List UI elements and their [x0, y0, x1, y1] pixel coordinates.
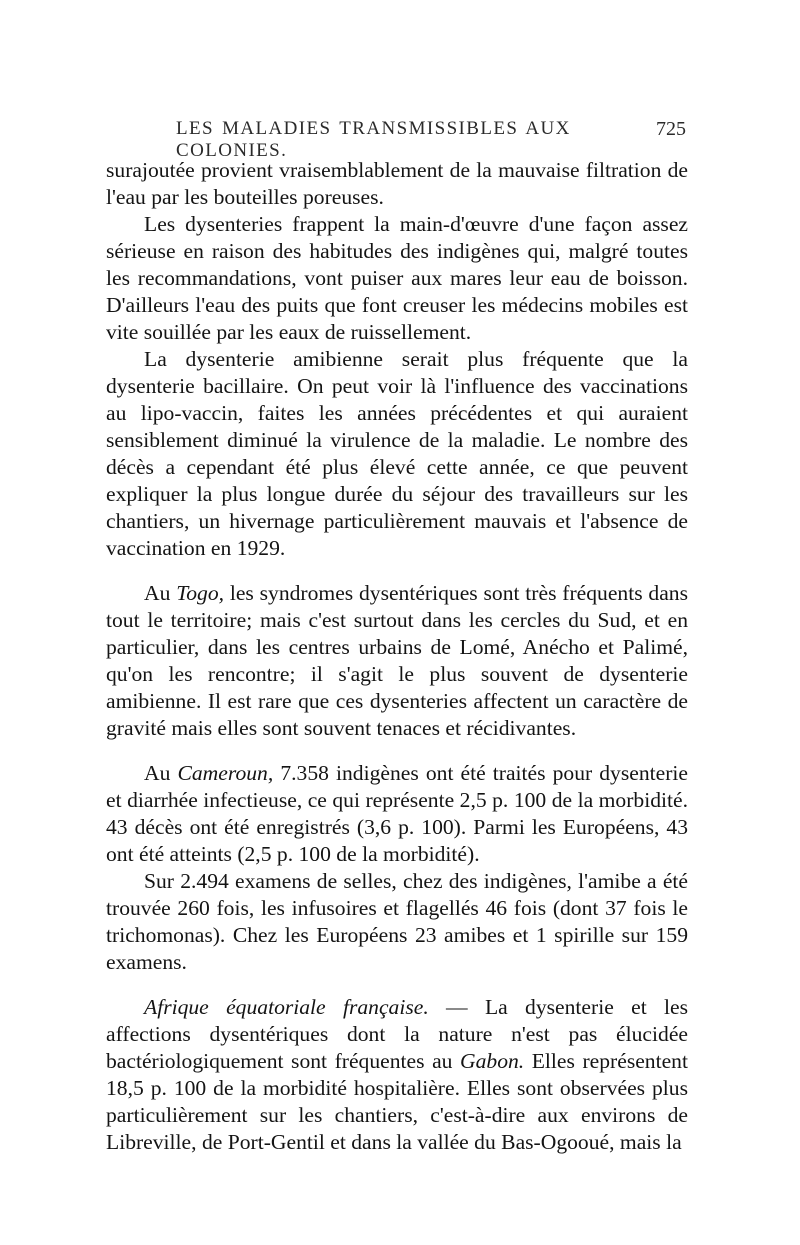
paragraph-afrique-text: — La dysenterie et les affections dysentériques dont la nature n'est pas élucidée bactériologiquement sont fréquentes au [106, 995, 689, 1073]
section-heading-afrique-equatoriale: Afrique équatoriale française. [144, 995, 429, 1019]
place-name-gabon: Gabon. [460, 1049, 525, 1073]
place-name-cameroun: Cameroun, [177, 761, 274, 785]
running-title: LES MALADIES TRANSMISSIBLES AUX COLONIES. [176, 118, 571, 161]
paragraph-togo [106, 580, 688, 742]
paragraph-cameroun-text: 7.358 indigènes ont été traités pour dysenterie et diarrhée infectieuse, ce qui représente 2,5 p. 100 de la morbidité. 43 décès ont été enregistrés (3,6 p. 100). Parmi les Européens, 43 ont été atteints (2,5 p. 100 de la morbidité). [106, 761, 688, 866]
paragraph-cameroun-lead: Au [144, 761, 178, 785]
paragraph-examens-selles: Sur 2.494 examens de selles, chez des indigènes, l'amibe a été trouvée 260 fois, les infusoires et flagellés 46 fois (dont 37 fois le trichomonas). Chez les Européens 23 amibes et 1 spirille sur 159 examens. [106, 869, 688, 974]
paragraph-gabon-text: Elles représentent 18,5 p. 100 de la morbidité hospitalière. Elles sont observées plus particulièrement sur les chantiers, c'est-à-dire aux environs de Libreville, de Port-Gentil et dans la vallée du Bas-Ogooué, mais la [106, 1049, 688, 1154]
paragraph-dysenterie-amibienne: La dysenterie amibienne serait plus fréquente que la dysenterie bacillaire. On peut voir là l'influence des vaccinations au lipo-vaccin, faites les années précédentes et qui auraient sensiblement diminué la virulence de la maladie. Le nombre des décès a cependant été plus élevé cette année, ce que peuvent expliquer la plus longue durée du séjour des travailleurs sur les chantiers, un hivernage particulièrement mauvais et l'absence de vaccination en 1929. [106, 347, 688, 560]
page-number: 725 [656, 118, 686, 140]
paragraph-cameroun [106, 760, 688, 868]
paragraph-main-doeuvre: Les dysenteries frappent la main-d'œuvre d'une façon assez sérieuse en raison des habitudes des indigènes qui, malgré toutes les recommandations, vont puiser aux mares leur eau de boisson. D'ailleurs l'eau des puits que font creuser les médecins mobiles est vite souillée par les eaux de ruissellement. [106, 212, 688, 344]
paragraph-afrique-equatoriale [106, 994, 688, 1156]
paragraph-togo-text: les syndromes dysentériques sont très fréquents dans tout le territoire; mais c'est surtout dans les cercles du Sud, et en particulier, dans les centres urbains de Lomé, Anécho et Palimé, qu'on les rencontre; il s'agit le plus souvent de dysenterie amibienne. Il est rare que ces dysenteries affectent un caractère de gravité mais elles sont souvent tenaces et récidivantes. [106, 581, 688, 740]
place-name-togo: Togo, [176, 581, 225, 605]
paragraph-togo-lead: Au [144, 581, 177, 605]
paragraph-filtration: surajoutée provient vraisemblablement de la mauvaise filtration de l'eau par les bouteilles poreuses. [106, 158, 688, 209]
page-header [106, 118, 686, 161]
body-text [106, 157, 688, 1156]
